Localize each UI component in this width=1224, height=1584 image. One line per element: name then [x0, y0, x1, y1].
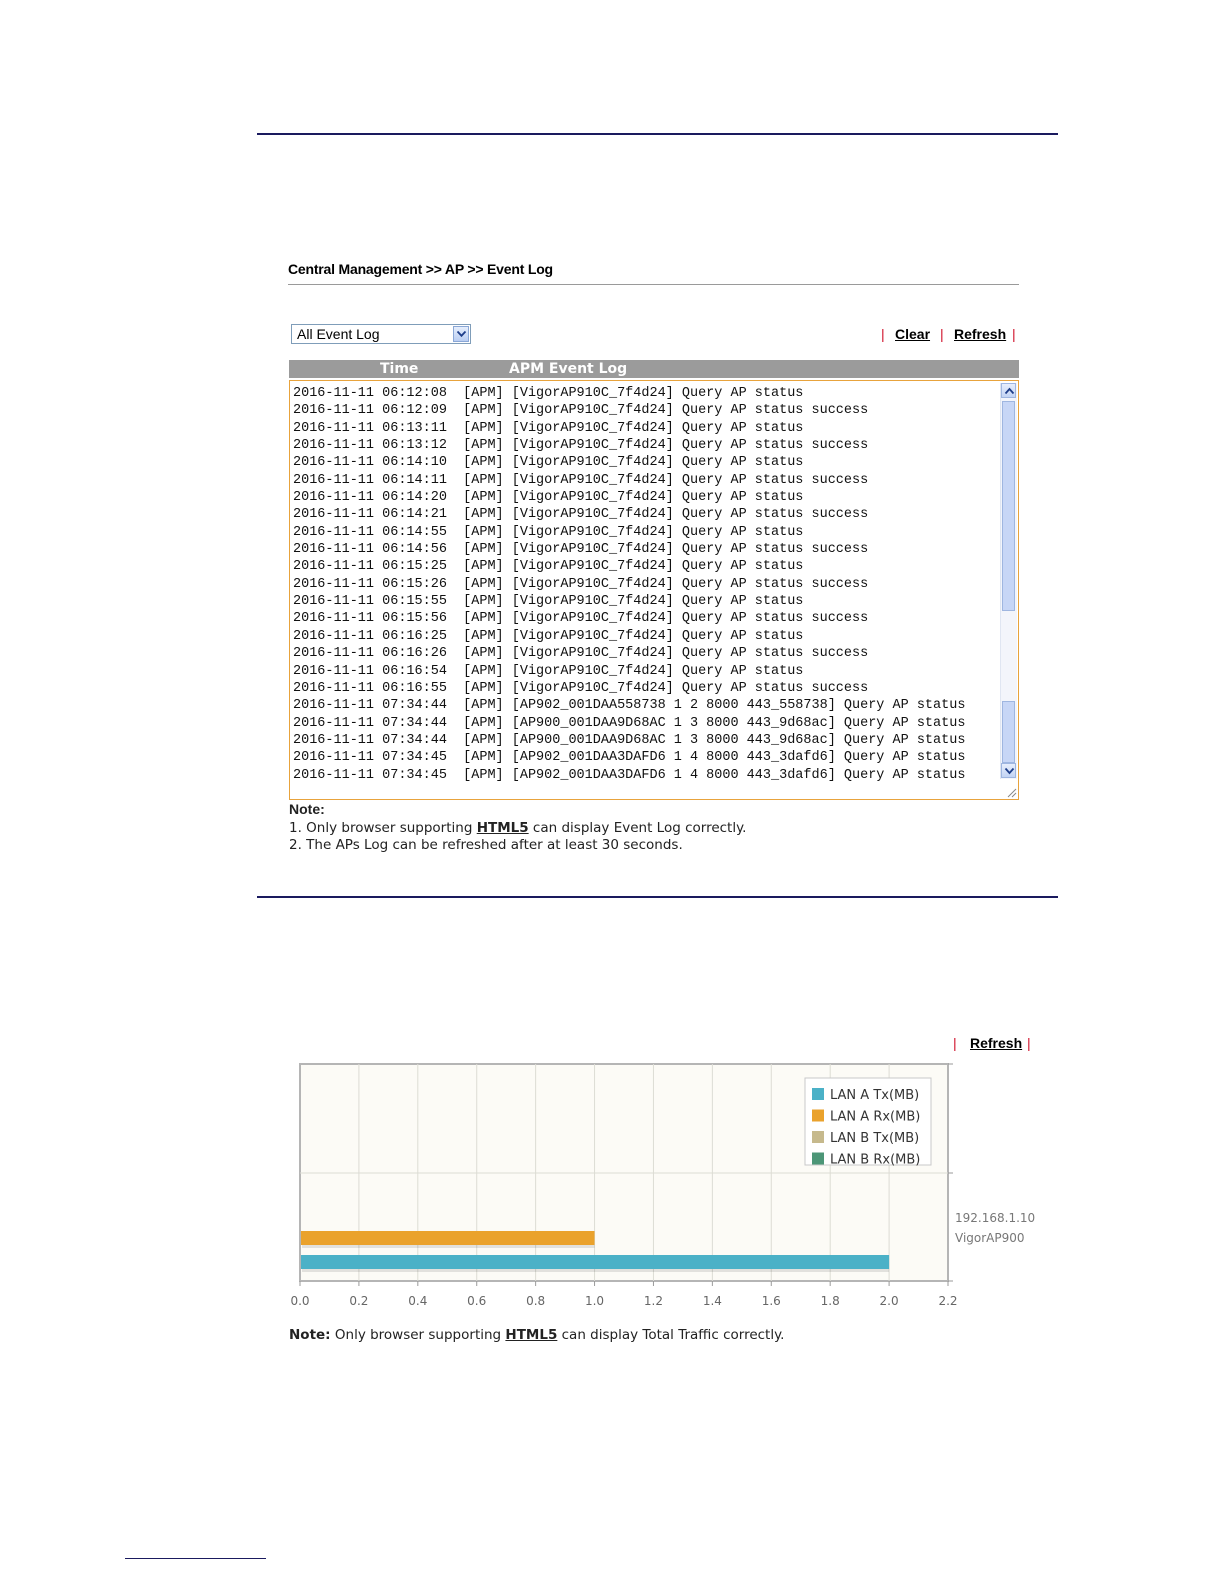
separator: | [881, 326, 885, 342]
log-entry-time: 2016-11-11 06:14:10 [293, 455, 447, 471]
log-entry-time: 2016-11-11 06:15:26 [293, 576, 447, 592]
separator: | [940, 326, 944, 342]
log-entry [293, 577, 868, 592]
category-label: 192.168.1.10 [955, 1211, 1036, 1225]
section-divider-top [257, 133, 1058, 135]
log-entry-message: [APM] [VigorAP910C_7f4d24] Query AP status [463, 594, 804, 610]
log-entry-time: 2016-11-11 06:14:20 [293, 490, 447, 506]
column-header-event: APM Event Log [509, 361, 628, 377]
log-entry [293, 646, 868, 661]
log-entry-message: [APM] [AP902_001DAA3DAFD6 1 4 8000 443_3dafd6] Query AP status [463, 767, 966, 783]
x-tick-label: 1.2 [643, 1294, 664, 1308]
chevron-down-icon[interactable] [453, 326, 469, 342]
log-entry [293, 629, 803, 644]
log-entry-message: [APM] [VigorAP910C_7f4d24] Query AP status success [463, 507, 869, 523]
note-title: Note: [289, 801, 325, 817]
log-entry [293, 421, 803, 436]
log-entry-message: [APM] [VigorAP910C_7f4d24] Query AP status [463, 524, 804, 540]
log-entry [293, 473, 868, 488]
traffic-note-text-end: can display Total Traffic correctly. [557, 1327, 785, 1343]
log-entry-time: 2016-11-11 06:12:08 [293, 386, 447, 401]
html5-link[interactable]: HTML5 [505, 1327, 558, 1343]
log-entry-time: 2016-11-11 06:13:12 [293, 438, 447, 454]
log-entry [293, 525, 803, 540]
event-log-filter-value: All Event Log [297, 326, 380, 342]
log-entry [293, 611, 868, 626]
log-entry-time: 2016-11-11 06:14:11 [293, 472, 447, 488]
separator: | [1012, 326, 1016, 342]
log-entry-message: [APM] [VigorAP910C_7f4d24] Query AP status [463, 420, 804, 436]
log-entry-time: 2016-11-11 06:15:25 [293, 559, 447, 575]
traffic-note-title: Note: [289, 1327, 331, 1343]
log-entry-time: 2016-11-11 06:15:55 [293, 594, 447, 610]
x-tick-label: 0.0 [290, 1294, 310, 1308]
log-entry-message: [APM] [AP902_001DAA558738 1 2 8000 443_558738] Query AP status [463, 698, 966, 714]
scroll-down-icon[interactable] [1001, 763, 1016, 778]
log-entry-time: 2016-11-11 07:34:44 [293, 715, 447, 731]
log-entry-message: [APM] [VigorAP910C_7f4d24] Query AP status [463, 663, 804, 679]
note-line1-text: 1. Only browser supporting [289, 820, 477, 836]
log-entry-message: [APM] [VigorAP910C_7f4d24] Query AP status [463, 455, 804, 471]
traffic-refresh-link[interactable]: Refresh [970, 1035, 1023, 1051]
x-tick-label: 1.6 [761, 1294, 781, 1308]
log-entry [293, 594, 803, 609]
breadcrumb: Central Management >> AP >> Event Log [288, 261, 553, 277]
log-entry-time: 2016-11-11 07:34:44 [293, 732, 447, 748]
log-entry-message: [APM] [VigorAP910C_7f4d24] Query AP status success [463, 403, 869, 419]
log-entry [293, 490, 803, 505]
event-log-textarea[interactable] [289, 380, 1019, 800]
log-entry-message: [APM] [VigorAP910C_7f4d24] Query AP status success [463, 472, 869, 488]
legend-label: LAN A Rx(MB) [830, 1109, 921, 1125]
event-log-content [293, 385, 965, 784]
log-entry [293, 403, 868, 418]
log-entry-message: [APM] [VigorAP910C_7f4d24] Query AP status success [463, 680, 869, 696]
x-tick-label: 1.8 [820, 1294, 840, 1308]
log-entry-time: 2016-11-11 06:16:25 [293, 628, 447, 644]
x-tick-label: 2.0 [879, 1294, 899, 1308]
log-entry-time: 2016-11-11 06:14:55 [293, 524, 447, 540]
log-entry-time: 2016-11-11 06:16:54 [293, 663, 447, 679]
log-entry-time: 2016-11-11 06:16:55 [293, 680, 447, 696]
log-entry-message: [APM] [VigorAP910C_7f4d24] Query AP status [463, 490, 804, 506]
breadcrumb-underline [288, 284, 1019, 285]
log-entry-time: 2016-11-11 06:13:11 [293, 420, 447, 436]
log-entry [293, 681, 868, 696]
log-entry-message: [APM] [VigorAP910C_7f4d24] Query AP status success [463, 611, 869, 627]
log-entry-message: [APM] [AP900_001DAA9D68AC 1 3 8000 443_9d68ac] Query AP status [463, 715, 966, 731]
traffic-note-text: Only browser supporting [330, 1327, 506, 1343]
legend-label: LAN B Tx(MB) [830, 1131, 920, 1146]
bar [301, 1255, 889, 1269]
log-entry-message: [APM] [VigorAP910C_7f4d24] Query AP status [463, 559, 804, 575]
scroll-thumb[interactable] [1002, 401, 1015, 611]
log-entry [293, 733, 965, 748]
log-entry-time: 2016-11-11 06:15:56 [293, 611, 447, 627]
legend-swatch [812, 1110, 824, 1122]
log-entry-time: 2016-11-11 07:34:44 [293, 698, 447, 714]
scroll-up-icon[interactable] [1001, 383, 1016, 398]
log-scrollbar[interactable] [1000, 383, 1017, 779]
category-label: VigorAP900 [955, 1231, 1025, 1245]
log-entry-message: [APM] [VigorAP910C_7f4d24] Query AP status success [463, 646, 869, 662]
log-entry-message: [APM] [AP902_001DAA3DAFD6 1 4 8000 443_3dafd6] Query AP status [463, 750, 966, 766]
legend-label: LAN A Tx(MB) [830, 1088, 920, 1103]
log-entry [293, 664, 803, 679]
footnote-divider [125, 1558, 266, 1559]
refresh-link[interactable]: Refresh [954, 326, 1007, 342]
x-tick-label: 0.8 [526, 1294, 546, 1308]
log-entry [293, 438, 868, 453]
bar [301, 1231, 595, 1245]
note-line2: 2. The APs Log can be refreshed after at least 30 seconds. [289, 837, 683, 853]
log-entry [293, 507, 868, 522]
x-tick-label: 0.6 [467, 1294, 487, 1308]
section-divider-middle [257, 896, 1058, 898]
column-header-time: Time [380, 361, 419, 377]
log-entry [293, 559, 803, 574]
note-line1-text-end: can display Event Log correctly. [528, 820, 747, 836]
resize-grip-icon[interactable] [1007, 788, 1017, 798]
log-entry-time: 2016-11-11 06:14:21 [293, 507, 447, 523]
event-log-filter-select[interactable] [291, 324, 471, 344]
log-entry [293, 768, 965, 783]
log-entry [293, 716, 965, 731]
log-entry [293, 455, 803, 470]
total-traffic-chart [285, 1058, 1036, 1318]
x-tick-label: 2.2 [938, 1294, 958, 1308]
traffic-note [289, 1327, 784, 1343]
legend-label: LAN B Rx(MB) [830, 1152, 921, 1168]
log-entry-message: [APM] [VigorAP910C_7f4d24] Query AP status [463, 628, 804, 644]
log-entry-time: 2016-11-11 07:34:45 [293, 767, 447, 783]
legend-swatch [812, 1088, 824, 1100]
log-entry-message: [APM] [AP900_001DAA9D68AC 1 3 8000 443_9d68ac] Query AP status [463, 732, 966, 748]
x-tick-label: 0.4 [408, 1294, 428, 1308]
x-tick-label: 1.4 [702, 1294, 722, 1308]
event-log-notes [289, 801, 746, 853]
html5-link[interactable]: HTML5 [476, 820, 529, 836]
legend-swatch [812, 1153, 824, 1165]
log-entry-time: 2016-11-11 06:12:09 [293, 403, 447, 419]
log-entry-message: [APM] [VigorAP910C_7f4d24] Query AP status success [463, 542, 869, 558]
scroll-track-fill [1002, 701, 1015, 763]
log-entry-message: [APM] [VigorAP910C_7f4d24] Query AP status success [463, 576, 869, 592]
log-entry [293, 542, 868, 557]
log-entry-message: [APM] [VigorAP910C_7f4d24] Query AP status [463, 386, 804, 401]
log-entry-time: 2016-11-11 06:16:26 [293, 646, 447, 662]
clear-link[interactable]: Clear [895, 326, 931, 342]
log-entry-time: 2016-11-11 06:14:56 [293, 542, 447, 558]
log-entry-time: 2016-11-11 07:34:45 [293, 750, 447, 766]
log-table-header [289, 360, 1019, 378]
x-tick-label: 1.0 [584, 1294, 605, 1308]
separator: | [953, 1035, 957, 1051]
legend-swatch [812, 1131, 824, 1143]
log-entry [293, 750, 965, 765]
separator: | [1027, 1035, 1031, 1051]
log-entry [293, 698, 965, 713]
x-tick-label: 0.2 [349, 1294, 369, 1308]
log-entry-message: [APM] [VigorAP910C_7f4d24] Query AP status success [463, 438, 869, 454]
log-entry [293, 386, 803, 401]
